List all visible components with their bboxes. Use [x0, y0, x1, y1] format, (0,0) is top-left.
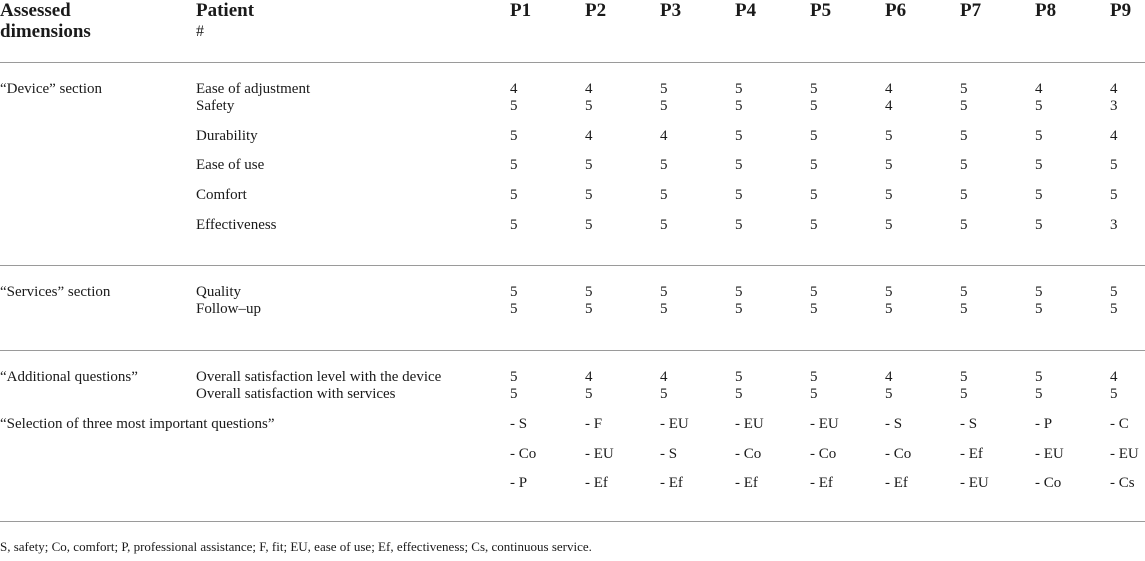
header-patient-p1: P1: [510, 0, 585, 63]
selection-cell: - Ef: [585, 475, 660, 521]
score-cell: 5: [1035, 369, 1043, 386]
score-cell: 5: [960, 284, 968, 301]
score-cell: 5: [885, 217, 960, 266]
score-cell: 5: [1110, 284, 1118, 301]
score-cell: 5: [660, 157, 668, 174]
score-cell: 5: [810, 127, 818, 144]
table-row: [0, 446, 1145, 476]
score-cell: 5: [810, 386, 818, 403]
score-cell: 4: [585, 369, 593, 386]
selection-cell: - Co: [810, 445, 837, 462]
selection-cell: - EU: [1035, 445, 1064, 462]
score-cell: 5: [1035, 98, 1043, 114]
selection-cell: - F: [585, 415, 603, 432]
selection-cell: - Ef: [735, 475, 810, 521]
score-cell: 5: [960, 369, 968, 386]
section-label-empty: [0, 128, 196, 158]
table-body: [0, 63, 1145, 522]
score-cell: 5: [660, 386, 668, 403]
selection-cell: - C: [1110, 415, 1129, 432]
score-cell: 5: [1035, 157, 1043, 174]
selection-cell: - Co: [1035, 475, 1110, 521]
score-cell: 5: [885, 386, 893, 403]
table-row: [0, 157, 1145, 187]
selection-cell: - EU: [660, 415, 689, 432]
selection-cell: - S: [885, 415, 903, 432]
item-label-empty: [196, 446, 510, 476]
score-cell: 5: [885, 157, 893, 174]
score-cell: 5: [810, 157, 818, 174]
score-cell: 5: [960, 157, 968, 174]
selection-cell: - Ef: [960, 445, 983, 462]
header-patient-p9: P9: [1110, 0, 1145, 63]
score-cell: 4: [510, 81, 518, 97]
score-cell: 5: [735, 187, 743, 204]
score-cell: 5: [885, 284, 893, 301]
score-cell: 5: [510, 369, 518, 386]
selection-cell: - Co: [735, 445, 762, 462]
score-cell: 5: [660, 217, 735, 266]
score-cell: 3: [1110, 217, 1145, 266]
score-cell: 5: [735, 369, 743, 386]
score-cell: 5: [960, 127, 968, 144]
table-row: [0, 301, 1145, 350]
score-cell: 5: [1035, 284, 1043, 301]
score-cell: 5: [960, 301, 1035, 350]
selection-cell: - Ef: [810, 475, 885, 521]
score-cell: 5: [510, 386, 518, 403]
selection-cell: - P: [510, 475, 585, 521]
selection-cell: - Ef: [885, 475, 960, 521]
score-cell: 5: [810, 284, 818, 301]
score-cell: 5: [810, 98, 818, 114]
section-label-empty: [0, 157, 196, 187]
score-cell: 5: [1110, 187, 1118, 204]
score-cell: 5: [885, 127, 893, 144]
score-cell: 5: [660, 98, 668, 114]
score-cell: 5: [510, 284, 518, 301]
score-cell: 5: [960, 386, 968, 403]
score-cell: 5: [510, 157, 518, 174]
selection-cell: - EU: [735, 415, 764, 432]
score-cell: 4: [885, 81, 893, 97]
item-label: Overall satisfaction with services: [196, 386, 396, 403]
score-cell: 5: [960, 187, 968, 204]
score-cell: 4: [1110, 127, 1118, 144]
table-row: [0, 98, 1145, 128]
score-cell: 5: [1035, 127, 1043, 144]
item-label: Effectiveness: [196, 217, 510, 266]
section-label: “Services” section: [0, 284, 111, 301]
score-cell: 3: [1110, 98, 1118, 114]
score-cell: 5: [510, 98, 518, 114]
score-cell: 5: [510, 187, 518, 204]
score-cell: 5: [735, 301, 810, 350]
table-row: [0, 128, 1145, 158]
score-cell: 5: [585, 386, 593, 403]
selection-label-empty: [0, 475, 196, 521]
score-cell: 5: [885, 187, 893, 204]
section-label-empty: [0, 187, 196, 217]
score-cell: 5: [585, 284, 593, 301]
header-patient-p7: P7: [960, 0, 1035, 63]
item-label: Ease of use: [196, 157, 265, 174]
table-header: [0, 0, 1145, 63]
score-cell: 5: [735, 127, 743, 144]
item-label: Overall satisfaction level with the device: [196, 369, 442, 386]
section-label-empty: [0, 98, 196, 128]
header-patient-p3: P3: [660, 0, 735, 63]
score-cell: 4: [1035, 81, 1043, 97]
score-cell: 5: [1035, 187, 1043, 204]
selection-cell: - Co: [510, 445, 537, 462]
score-cell: 4: [660, 127, 668, 144]
selection-label-empty: [0, 446, 196, 476]
score-cell: 4: [1110, 369, 1118, 386]
header-assessed-dimensions: Assessed dimensions: [0, 0, 196, 63]
item-label-empty: [196, 475, 510, 521]
header-patient-p5: P5: [810, 0, 885, 63]
selection-label: “Selection of three most important questions”: [0, 415, 275, 432]
score-cell: 5: [585, 217, 660, 266]
selection-cell: - EU: [585, 445, 614, 462]
item-label: Quality: [196, 284, 241, 301]
table-row: [0, 416, 1145, 446]
score-cell: 5: [660, 284, 668, 301]
table-row: [0, 475, 1145, 521]
score-cell: 5: [810, 81, 818, 97]
score-cell: 5: [810, 187, 818, 204]
score-cell: 5: [510, 301, 585, 350]
score-cell: 5: [585, 301, 660, 350]
score-cell: 4: [585, 81, 593, 97]
selection-cell: - Co: [885, 445, 912, 462]
score-cell: 5: [1110, 157, 1118, 174]
item-label: Follow–up: [196, 301, 510, 350]
score-cell: 5: [660, 81, 668, 97]
selection-cell: - P: [1035, 415, 1053, 432]
table-footnote: S, safety; Co, comfort; P, professional assistance; F, fit; EU, ease of use; Ef, effectiveness; Cs, continuous service.: [0, 539, 592, 554]
table-row: [0, 217, 1145, 266]
score-cell: 5: [1035, 386, 1043, 403]
table-row: [0, 187, 1145, 217]
selection-cell: - EU: [960, 475, 1035, 521]
score-cell: 5: [510, 217, 585, 266]
score-cell: 5: [810, 217, 885, 266]
score-cell: 5: [810, 369, 818, 386]
score-cell: 4: [1110, 81, 1118, 97]
score-cell: 4: [885, 369, 893, 386]
table-row: [0, 351, 1145, 387]
score-cell: 4: [585, 127, 593, 144]
score-cell: 5: [810, 301, 885, 350]
score-cell: 5: [1035, 217, 1110, 266]
table-row: [0, 386, 1145, 416]
score-cell: 5: [585, 98, 593, 114]
score-cell: 5: [1035, 301, 1110, 350]
item-label: Comfort: [196, 187, 247, 204]
section-label: “Device” section: [0, 81, 103, 97]
header-patient-p8: P8: [1035, 0, 1110, 63]
score-cell: 5: [585, 157, 593, 174]
score-cell: 4: [660, 369, 668, 386]
score-cell: 5: [735, 81, 743, 97]
selection-cell: - Ef: [660, 475, 735, 521]
score-cell: 4: [885, 98, 893, 114]
header-patient-p2: P2: [585, 0, 660, 63]
score-cell: 5: [960, 98, 968, 114]
section-label-empty: [0, 386, 196, 416]
selection-cell: - S: [960, 415, 978, 432]
score-cell: 5: [660, 187, 668, 204]
table-row: [0, 266, 1145, 302]
header-patient: Patient #: [196, 0, 510, 63]
selection-cell: - EU: [810, 415, 839, 432]
score-cell: 5: [510, 127, 518, 144]
score-cell: 5: [1110, 301, 1145, 350]
score-cell: 5: [735, 157, 743, 174]
score-cell: 5: [735, 98, 743, 114]
score-cell: 5: [735, 217, 810, 266]
item-label: Ease of adjustment: [196, 81, 311, 97]
section-label-empty: [0, 301, 196, 350]
item-label: Durability: [196, 127, 258, 144]
section-label-empty: [0, 217, 196, 266]
header-patient-p6: P6: [885, 0, 960, 63]
score-cell: 5: [960, 81, 968, 97]
selection-cell: - Cs: [1110, 475, 1145, 521]
section-label: “Additional questions”: [0, 369, 138, 386]
selection-cell: - S: [660, 445, 678, 462]
score-cell: 5: [735, 284, 743, 301]
table-row: [0, 63, 1145, 99]
item-label: Safety: [196, 98, 235, 114]
score-cell: 5: [960, 217, 1035, 266]
selection-cell: - EU: [1110, 445, 1139, 462]
header-patient-p4: P4: [735, 0, 810, 63]
selection-cell: - S: [510, 415, 528, 432]
score-cell: 5: [735, 386, 743, 403]
score-cell: 5: [660, 301, 735, 350]
score-cell: 5: [585, 187, 593, 204]
score-cell: 5: [1110, 386, 1118, 403]
score-cell: 5: [885, 301, 960, 350]
